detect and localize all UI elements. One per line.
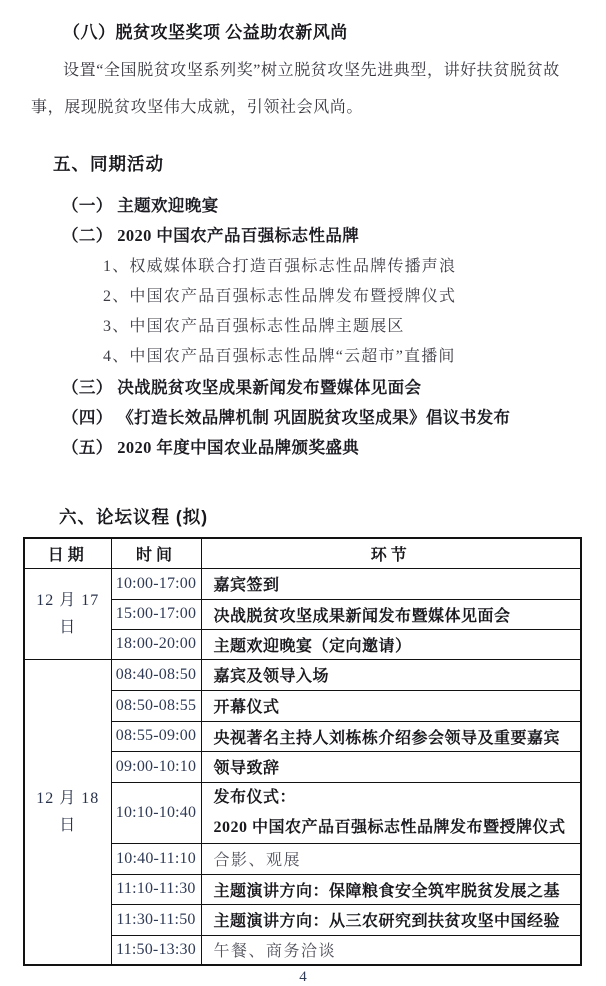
session-cell: 嘉宾及领导入场	[201, 659, 581, 690]
column-header-session: 环节	[201, 538, 581, 568]
time-cell: 10:10-10:40	[111, 782, 201, 843]
date-cell-dec18	[24, 659, 111, 965]
session-cell: 央视著名主持人刘栋栋介绍参会领导及重要嘉宾	[201, 721, 581, 751]
agenda-header-row	[24, 538, 581, 568]
time-cell: 11:10-11:30	[111, 874, 201, 904]
time-cell: 08:55-09:00	[111, 721, 201, 751]
time-cell: 11:30-11:50	[111, 904, 201, 935]
session-cell: 嘉宾签到	[201, 568, 581, 599]
activity-item-5: （五） 2020 年度中国农业品牌颁奖盛典	[62, 438, 360, 457]
agenda-table	[23, 537, 582, 966]
session-cell: 领导致辞	[201, 751, 581, 782]
award-section-heading: （八）脱贫攻坚奖项 公益助农新风尚	[63, 23, 348, 42]
session-cell: 主题演讲方向：保障粮食安全筑牢脱贫发展之基	[201, 874, 581, 904]
time-cell: 10:40-11:10	[111, 843, 201, 874]
brand-sub-item-4: 4、中国农产品百强标志性品牌“云超市”直播间	[103, 348, 456, 365]
date-line-2: 日	[59, 618, 77, 636]
activity-item-1: （一） 主题欢迎晚宴	[62, 196, 219, 215]
brand-sub-item-3: 3、中国农产品百强标志性品牌主题展区	[103, 318, 405, 335]
session-line-2: 2020 中国农产品百强标志性品牌发布暨授牌仪式	[213, 818, 566, 836]
session-line-1: 发布仪式：	[213, 788, 297, 806]
award-section-paragraph: 设置“全国脱贫攻坚系列奖”树立脱贫攻坚先进典型，讲好扶贫脱贫故事，展现脱贫攻坚伟大成就，引领社会风尚。	[31, 62, 560, 116]
time-cell: 15:00-17:00	[111, 599, 201, 629]
brand-sub-item-2: 2、中国农产品百强标志性品牌发布暨授牌仪式	[103, 288, 457, 305]
session-cell: 主题欢迎晚宴（定向邀请）	[201, 629, 581, 659]
date-line-1: 12 月 17	[36, 591, 100, 609]
session-cell: 午餐、商务洽谈	[201, 935, 581, 965]
section-5-heading: 五、同期活动	[53, 154, 164, 174]
time-cell: 08:50-08:55	[111, 690, 201, 721]
activity-item-3: （三） 决战脱贫攻坚成果新闻发布暨媒体见面会	[62, 378, 422, 397]
section-6-heading: 六、论坛议程 (拟)	[59, 507, 209, 527]
session-cell: 主题演讲方向：从三农研究到扶贫攻坚中国经验	[201, 904, 581, 935]
column-header-time: 时间	[111, 538, 201, 568]
time-cell: 10:00-17:00	[111, 568, 201, 599]
page-number: 4	[299, 969, 307, 985]
session-cell: 合影、观展	[201, 843, 581, 874]
column-header-date: 日期	[24, 538, 111, 568]
time-cell: 18:00-20:00	[111, 629, 201, 659]
time-cell: 11:50-13:30	[111, 935, 201, 965]
session-cell: 开幕仪式	[201, 690, 581, 721]
time-cell: 08:40-08:50	[111, 659, 201, 690]
table-row	[24, 659, 581, 690]
brand-sub-item-1: 1、权威媒体联合打造百强标志性品牌传播声浪	[103, 258, 457, 275]
date-cell-dec17	[24, 568, 111, 659]
date-line-2: 日	[59, 816, 77, 834]
date-line-1: 12 月 18	[36, 789, 100, 807]
time-cell: 09:00-10:10	[111, 751, 201, 782]
session-cell-release-ceremony	[201, 782, 581, 843]
document-page	[0, 21, 606, 985]
activity-item-4: （四） 《打造长效品牌机制 巩固脱贫攻坚成果》倡议书发布	[62, 408, 511, 427]
session-cell: 决战脱贫攻坚成果新闻发布暨媒体见面会	[201, 599, 581, 629]
table-row	[24, 568, 581, 599]
activity-item-2: （二） 2020 中国农产品百强标志性品牌	[62, 226, 360, 245]
